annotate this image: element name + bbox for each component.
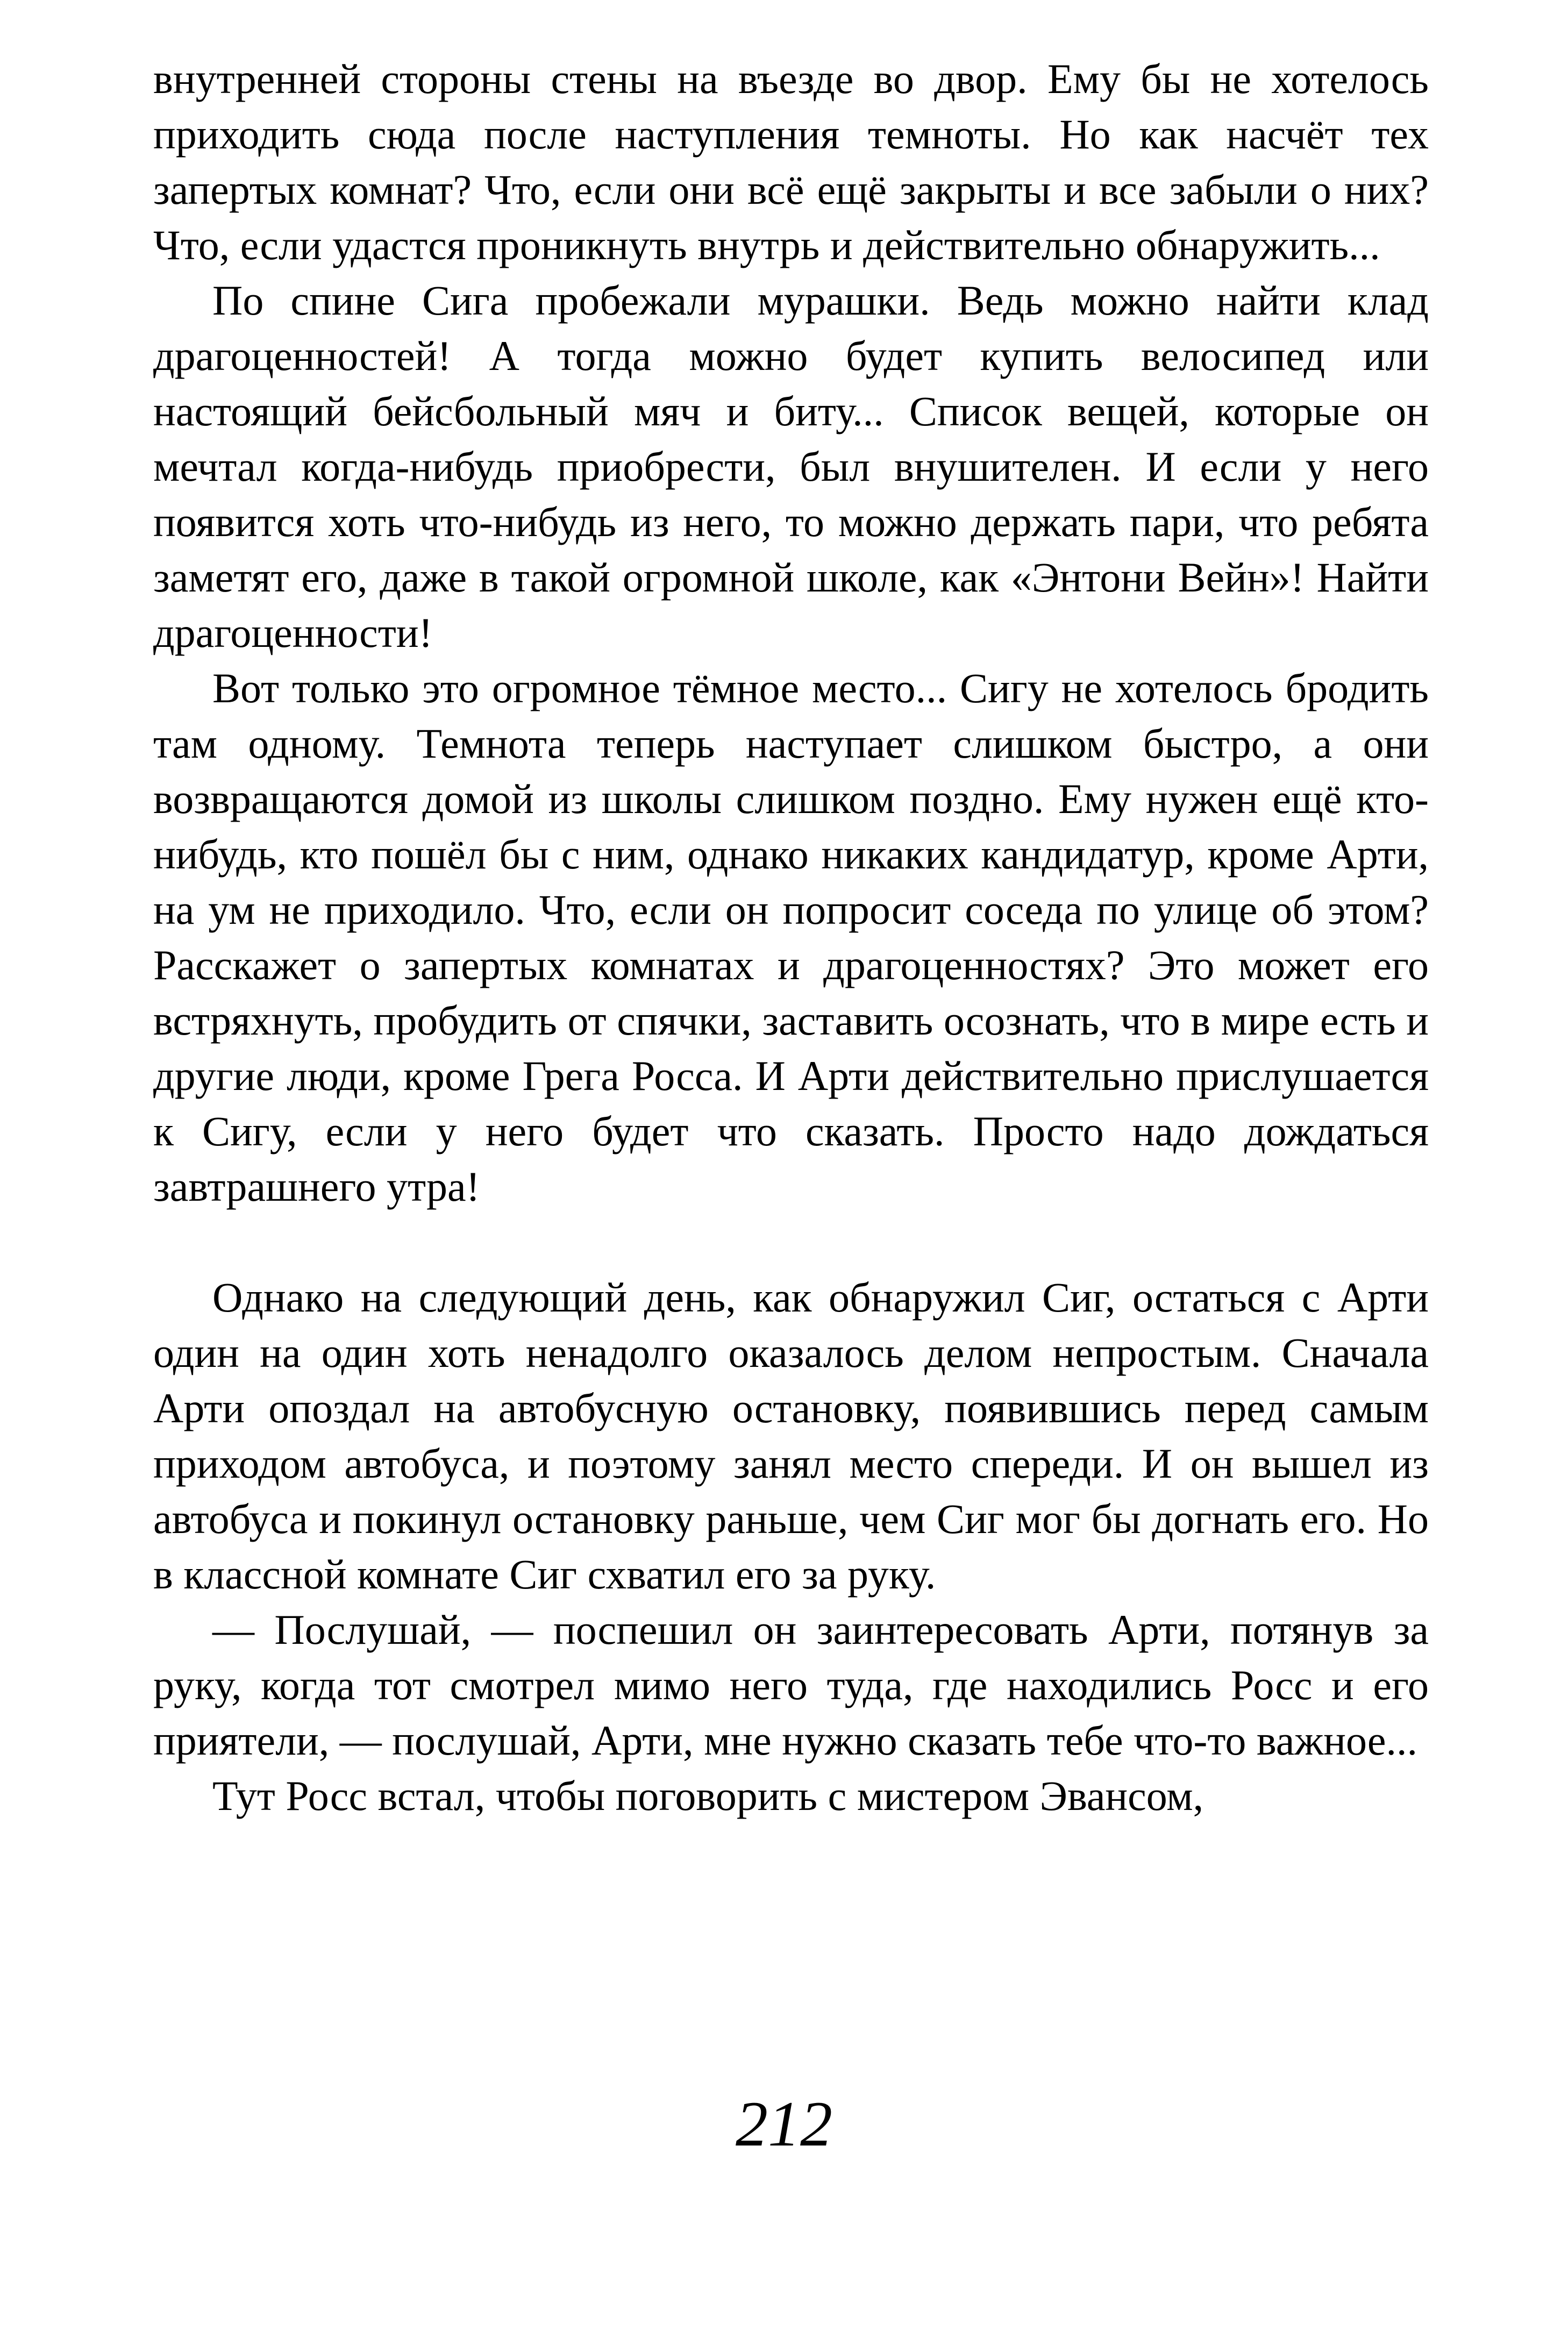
paragraph-3: Вот только это огромное тёмное место... Сигу не хотелось бродить там одному. Темнота теперь наступает слишком быстро, а они возвращаются домой из школы слишком поздно. Ему нужен ещё кто-нибудь, кто пошёл бы с ним, однако никаких кандидатур, кроме Арти, на ум не приходило. Что, если он попросит соседа по улице об этом? Расскажет о запертых комнатах и драгоценностях? Это может его встряхнуть, пробудить от спячки, заставить осознать, что в мире есть и другие люди, кроме Грега Росса. И Арти действительно прислушается к Сигу, если у него будет что сказать. Просто надо дождаться завтрашнего утра! <box>153 665 1429 1210</box>
text-section-1 <box>153 51 1429 1214</box>
paragraph-1: внутренней стороны стены на въезде во двор. Ему бы не хотелось приходить сюда после наступления темноты. Но как насчёт тех запертых комнат? Что, если они всё ещё закрыты и все забыли о них? Что, если удастся проникнуть внутрь и действительно обнаружить... <box>153 55 1429 268</box>
paragraph-2: По спине Сига пробежали мурашки. Ведь можно найти клад драгоценностей! А тогда можно будет купить велосипед или настоящий бейсбольный мяч и биту... Список вещей, которые он мечтал когда-нибудь приобрести, был внушителен. И если у него появится хоть что-нибудь из него, то можно держать пари, что ребята заметят его, даже в такой огромной школе, как «Энтони Вейн»! Найти драгоценности! <box>153 277 1429 656</box>
paragraph-4: Однако на следующий день, как обнаружил Сиг, остаться с Арти один на один хоть ненадолго оказалось делом непростым. Сначала Арти опоздал на автобусную остановку, появившись перед самым приходом автобуса, и поэтому занял место спереди. И он вышел из автобуса и покинул остановку раньше, чем Сиг мог бы догнать его. Но в классной комнате Сиг схватил его за руку. <box>153 1274 1429 1598</box>
section-break <box>153 1214 1429 1270</box>
paragraph-6: Тут Росс встал, чтобы поговорить с мистером Эвансом, <box>212 1772 1204 1819</box>
page-body <box>153 51 1429 1823</box>
text-section-2 <box>153 1270 1429 1823</box>
page-number: 212 <box>736 2088 832 2159</box>
paragraph-5: — Послушай, — поспешил он заинтересовать Арти, потянув за руку, когда тот смотрел мимо него туда, где находились Росс и его приятели, — послушай, Арти, мне нужно сказать тебе что-то важное... <box>153 1606 1429 1764</box>
